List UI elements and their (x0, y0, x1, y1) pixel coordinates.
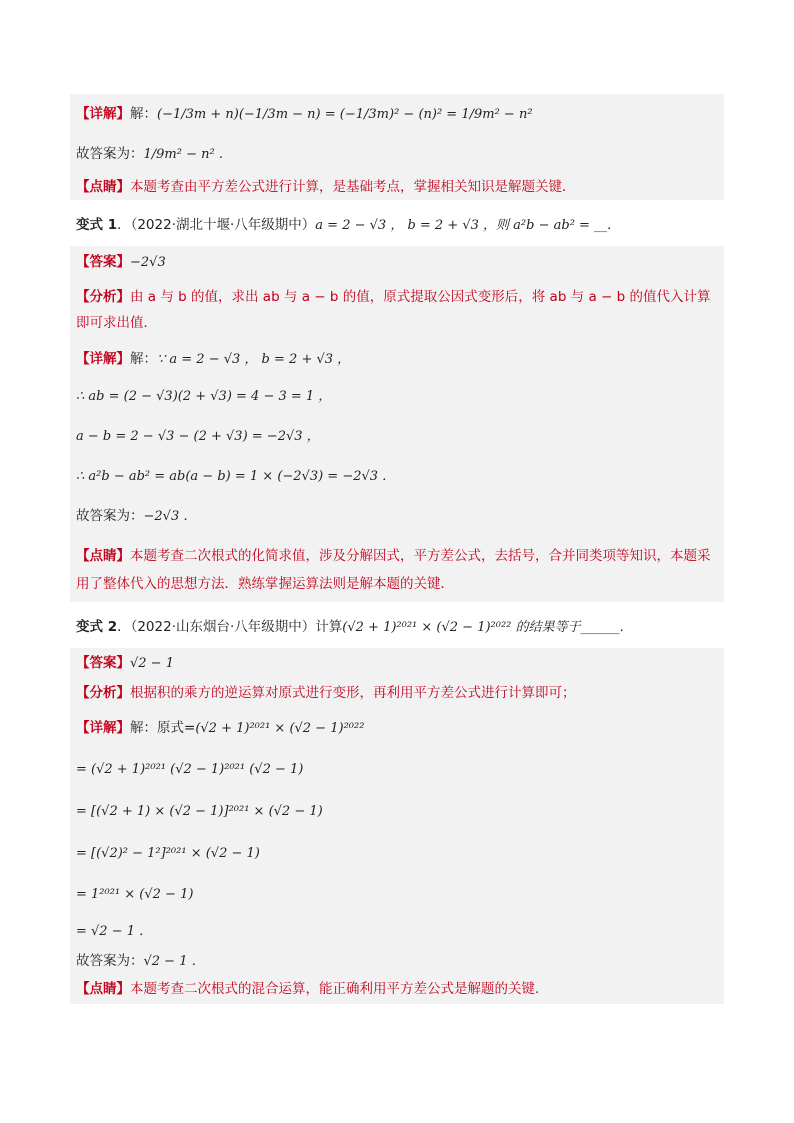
variant-math: a = 2 − √3 ， b = 2 + √3 ，则 a²b − ab² = __． (315, 217, 621, 233)
block-label: 【点睛】 (76, 980, 130, 997)
block-text: 由 a 与 b 的值，求出 ab 与 a − b 的值，原式提取公因式变形后，将 ab 与 a − b 的值代入计算即可求出值． (76, 289, 711, 331)
variant-source: ．（2022·山东烟台·八年级期中）计算 (117, 619, 343, 635)
variant-label: 变式 2 (76, 619, 118, 635)
block-math: = [(√2)² − 1²]²⁰²¹ × (√2 − 1) (76, 845, 260, 861)
block-math: √2 − 1 (130, 655, 174, 671)
block-label: 【分析】 (76, 684, 130, 701)
block-answer-2 (70, 246, 724, 278)
block-text: 解：原式= (130, 719, 196, 736)
block-text: 故答案为： (76, 952, 144, 969)
block-step (70, 832, 724, 874)
block-note-3 (70, 974, 724, 1004)
block-step (70, 456, 724, 496)
block-math: −2√3 (130, 254, 166, 270)
block-step (70, 874, 724, 914)
block-analysis-1 (70, 278, 724, 342)
block-note-2 (70, 536, 724, 602)
block-detail-2 (70, 342, 724, 376)
block-math: (−1/3m + n)(−1/3m − n) = (−1/3m)² − (n)² = 1/9m² − n² (157, 106, 533, 122)
block-answer-5 (70, 948, 724, 974)
block-text: 本题考查二次根式的混合运算，能正确利用平方差公式是解题的关键． (130, 980, 549, 997)
block-math: ∵ a = 2 − √3 ， b = 2 + √3 ， (157, 351, 351, 367)
variant-1-question (70, 208, 724, 238)
block-label: 【详解】 (76, 350, 130, 367)
block-text: 本题考查二次根式的化简求值，涉及分解因式，平方差公式，去括号，合并同类项等知识，本题采用了整体代入的思想方法．熟练掌握运算法则是解本题的关键． (76, 548, 711, 592)
block-step (70, 416, 724, 456)
block-math: −2√3 ． (143, 508, 197, 524)
variant-source: ．（2022·湖北十堰·八年级期中） (117, 217, 316, 233)
variant-2-question (70, 608, 724, 642)
block-text: 解： (130, 350, 157, 367)
block-math: = (√2 + 1)²⁰²¹ (√2 − 1)²⁰²¹ (√2 − 1) (76, 761, 304, 777)
block-answer-4 (70, 648, 724, 678)
block-text: 故答案为： (76, 145, 144, 162)
block-step (70, 376, 724, 416)
document-page (70, 94, 724, 1004)
block-math: √2 − 1 ． (143, 953, 205, 969)
block-text: 根据积的乘方的逆运算对原式进行变形，再利用平方差公式进行计算即可； (130, 684, 576, 701)
block-label: 【分析】 (76, 289, 130, 305)
variant-math: (√2 + 1)²⁰²¹ × (√2 − 1)²⁰²² 的结果等于______． (342, 619, 633, 635)
block-detail-1 (70, 94, 724, 134)
block-text: 故答案为： (76, 507, 144, 524)
block-label: 【答案】 (76, 654, 130, 671)
block-math: = 1²⁰²¹ × (√2 − 1) (76, 886, 194, 902)
block-note-1 (70, 174, 724, 200)
block-answer-3 (70, 496, 724, 536)
block-label: 【详解】 (76, 105, 130, 122)
block-analysis-2 (70, 678, 724, 708)
variant-label: 变式 1 (76, 217, 118, 233)
block-detail-3 (70, 708, 724, 748)
block-label: 【点睛】 (76, 178, 130, 195)
block-text: 本题考查由平方差公式进行计算，是基础考点，掌握相关知识是解题关键． (130, 178, 576, 195)
block-label: 【详解】 (76, 719, 130, 736)
block-step (70, 748, 724, 790)
block-step (70, 914, 724, 948)
block-math: = [(√2 + 1) × (√2 − 1)]²⁰²¹ × (√2 − 1) (76, 803, 323, 819)
block-answer-1 (70, 134, 724, 174)
block-step (70, 790, 724, 832)
block-math: a − b = 2 − √3 − (2 + √3) = −2√3 ， (76, 428, 320, 444)
block-math: ∴ a²b − ab² = ab(a − b) = 1 × (−2√3) = −2√3 ． (76, 468, 396, 484)
block-label: 【点睛】 (76, 548, 130, 564)
block-label: 【答案】 (76, 253, 130, 270)
block-math: (√2 + 1)²⁰²¹ × (√2 − 1)²⁰²² (195, 720, 365, 736)
block-math: = √2 − 1 ． (76, 923, 153, 939)
block-math: 1/9m² − n² . (143, 146, 223, 162)
block-math: ∴ ab = (2 − √3)(2 + √3) = 4 − 3 = 1 ， (76, 388, 332, 404)
block-text: 解： (130, 105, 157, 122)
